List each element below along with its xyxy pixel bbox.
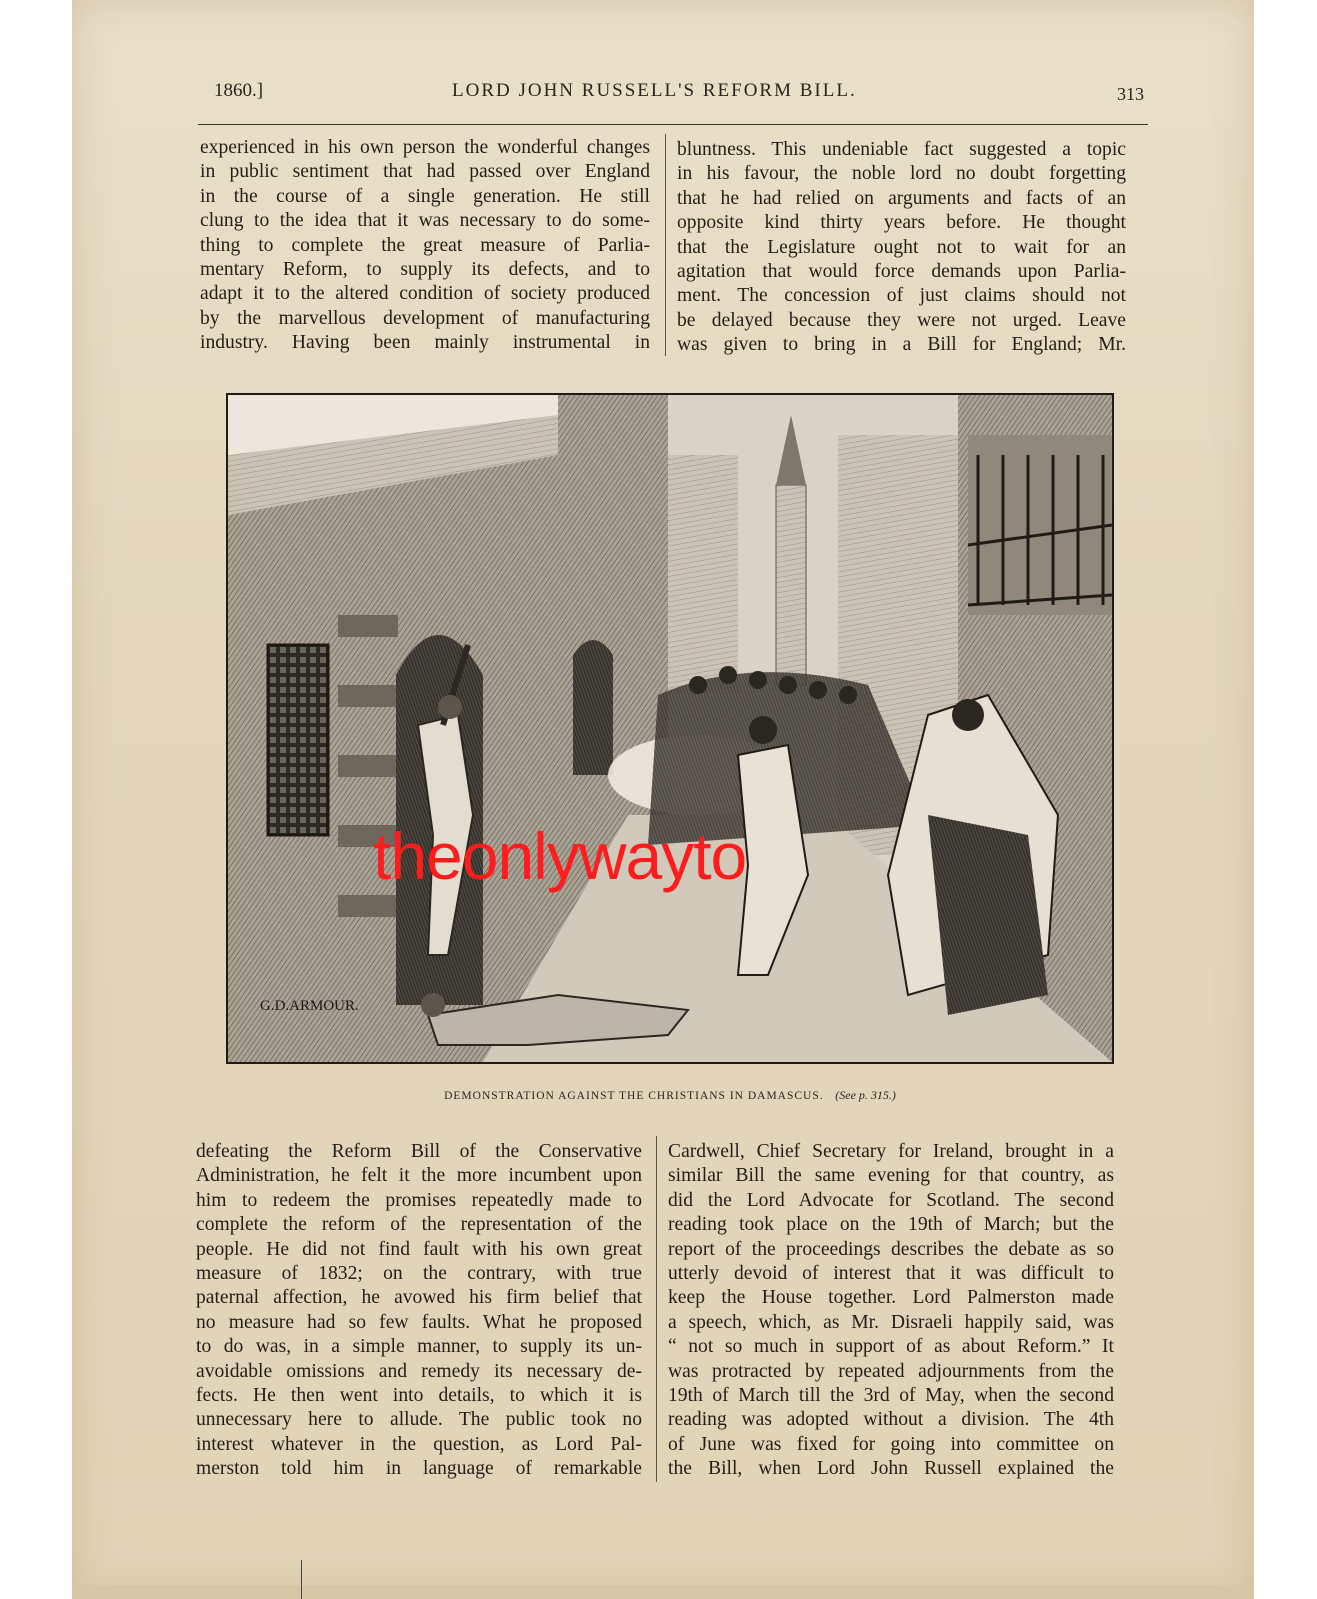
text-line: interest whatever in the question, as Lord Pal- bbox=[196, 1433, 642, 1455]
text-line: be delayed because they were not urged. Leave bbox=[677, 309, 1126, 331]
text-line: fects. He then went into details, to which it is bbox=[196, 1385, 642, 1407]
text-line: did the Lord Advocate for Scotland. The second bbox=[668, 1189, 1114, 1211]
text-line: merston told him in language of remarkable bbox=[196, 1458, 642, 1480]
text-line: 19th of March till the 3rd of May, when the second bbox=[668, 1385, 1114, 1407]
text-column-bottom-left bbox=[196, 1140, 642, 1482]
text-line: reading was adopted without a division. The 4th bbox=[668, 1409, 1114, 1431]
text-line: thing to complete the great measure of Parlia- bbox=[200, 234, 650, 256]
text-line: of June was fixed for going into committee on bbox=[668, 1433, 1114, 1455]
text-line: bluntness. This undeniable fact suggested a topic bbox=[677, 139, 1126, 160]
column-divider-bottom bbox=[656, 1136, 657, 1482]
text-column-top-left bbox=[200, 136, 650, 356]
header-rule bbox=[198, 124, 1148, 125]
page-number: 313 bbox=[1117, 84, 1144, 104]
page-edge bbox=[72, 1585, 1254, 1599]
caption-reference: (See p. 315.) bbox=[835, 1088, 896, 1102]
text-line: keep the House together. Lord Palmerston made bbox=[668, 1287, 1114, 1309]
text-line: unnecessary here to allude. The public took no bbox=[196, 1409, 642, 1431]
text-line: “ not so much in support of as about Reform.” It bbox=[668, 1336, 1114, 1358]
text-line: was protracted by repeated adjournments from the bbox=[668, 1360, 1114, 1382]
illustration bbox=[226, 393, 1114, 1064]
text-line: Cardwell, Chief Secretary for Ireland, brought in a bbox=[668, 1141, 1114, 1162]
text-line: in the course of a single generation. He still bbox=[200, 185, 650, 207]
text-line: was given to bring in a Bill for England; Mr. bbox=[677, 334, 1126, 356]
text-line: agitation that would force demands upon Parlia- bbox=[677, 261, 1126, 283]
text-line: in his favour, the noble lord no doubt forgetting bbox=[677, 163, 1126, 185]
text-line: industry. Having been mainly instrumental in bbox=[200, 332, 650, 354]
running-head bbox=[214, 80, 1144, 114]
text-line: avoidable omissions and remedy its necessary de- bbox=[196, 1360, 642, 1382]
scan-edge-line bbox=[301, 1560, 302, 1599]
column-divider-top bbox=[665, 134, 666, 356]
engraving-image bbox=[228, 395, 1112, 1062]
text-line: reading took place on the 19th of March; but the bbox=[668, 1214, 1114, 1236]
text-line: ment. The concession of just claims should not bbox=[677, 285, 1126, 307]
text-line: a speech, which, as Mr. Disraeli happily said, was bbox=[668, 1311, 1114, 1333]
text-line: measure of 1832; on the contrary, with true bbox=[196, 1263, 642, 1285]
running-head-year: 1860.] bbox=[214, 80, 264, 101]
text-line: similar Bill the same evening for that country, as bbox=[668, 1165, 1114, 1187]
caption-text: DEMONSTRATION AGAINST THE CHRISTIANS IN DAMASCUS. bbox=[444, 1090, 824, 1102]
text-line: in public sentiment that had passed over England bbox=[200, 161, 650, 183]
text-line: to do was, in a simple manner, to supply its un- bbox=[196, 1336, 642, 1358]
text-line: report of the proceedings describes the debate as so bbox=[668, 1238, 1114, 1260]
text-line: clung to the idea that it was necessary to do some- bbox=[200, 210, 650, 232]
text-line: mentary Reform, to supply its defects, and to bbox=[200, 259, 650, 281]
text-line: that he had relied on arguments and facts of an bbox=[677, 187, 1126, 209]
text-line: paternal affection, he avowed his firm belief that bbox=[196, 1287, 642, 1309]
text-line: people. He did not find fault with his own great bbox=[196, 1238, 642, 1260]
text-line: defeating the Reform Bill of the Conservative bbox=[196, 1141, 642, 1162]
running-head-title: LORD JOHN RUSSELL'S REFORM BILL. bbox=[452, 80, 857, 101]
text-line: that the Legislature ought not to wait for an bbox=[677, 236, 1126, 258]
text-line: adapt it to the altered condition of society produced bbox=[200, 283, 650, 305]
artist-signature: G.D.ARMOUR. bbox=[260, 998, 359, 1014]
text-line: utterly devoid of interest that it was difficult to bbox=[668, 1263, 1114, 1285]
watermark-text: theonlywayto bbox=[373, 819, 747, 893]
text-line: him to redeem the promises repeatedly made to bbox=[196, 1189, 642, 1211]
text-line: experienced in his own person the wonderful changes bbox=[200, 137, 650, 158]
text-line: by the marvellous development of manufacturing bbox=[200, 307, 650, 329]
text-line: the Bill, when Lord John Russell explained the bbox=[668, 1458, 1114, 1480]
text-line: no measure had so few faults. What he proposed bbox=[196, 1311, 642, 1333]
text-line: complete the reform of the representation of the bbox=[196, 1214, 642, 1236]
text-column-top-right bbox=[677, 138, 1126, 358]
text-line: Administration, he felt it the more incumbent upon bbox=[196, 1165, 642, 1187]
text-column-bottom-right bbox=[668, 1140, 1114, 1482]
figure-caption bbox=[226, 1088, 1114, 1103]
text-line: opposite kind thirty years before. He thought bbox=[677, 212, 1126, 234]
